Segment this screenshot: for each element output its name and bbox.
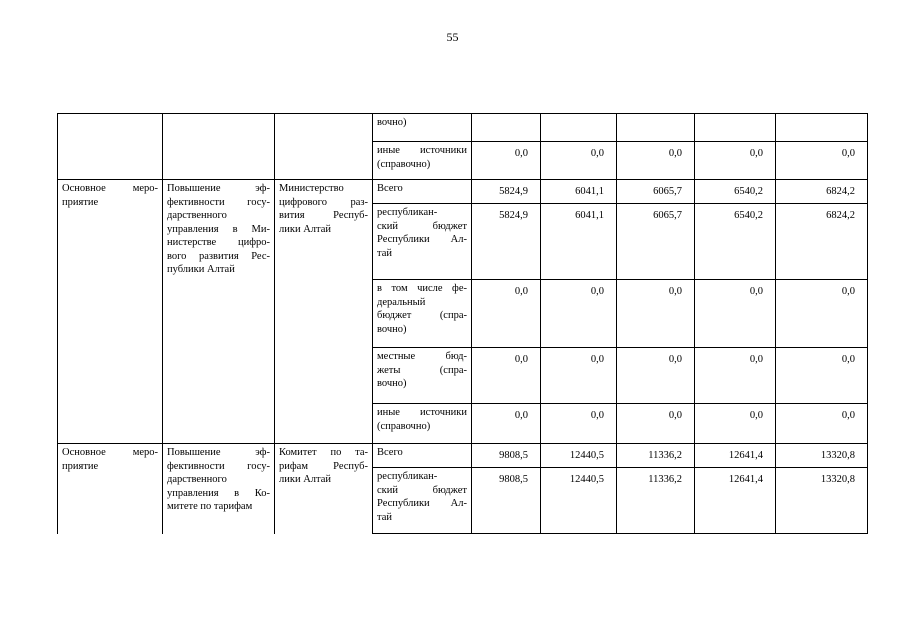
cell-line: (справочно) <box>377 158 431 170</box>
amount-cell: 0,0 <box>472 280 541 348</box>
funding-source-cell <box>373 468 472 534</box>
cell-line: Повышение эф- <box>167 183 270 194</box>
amount-cell <box>541 114 617 142</box>
cell-line: ский бюджет <box>377 220 467 232</box>
amount-cell: 0,0 <box>472 404 541 444</box>
table-row <box>58 114 868 142</box>
cell-line: иные источники <box>377 145 467 156</box>
event-name-cell <box>163 180 275 444</box>
funding-source-cell <box>373 142 472 180</box>
event-type-cell <box>58 180 163 444</box>
amount-cell: 0,0 <box>617 280 695 348</box>
cell-line: тай <box>377 511 392 523</box>
cell-line: Повышение эф- <box>167 447 270 458</box>
amount-cell: 9808,5 <box>472 444 541 468</box>
amount-cell <box>472 114 541 142</box>
amount-cell: 5824,9 <box>472 204 541 280</box>
cell-line: лики Алтай <box>279 474 332 485</box>
executor-cell <box>275 180 373 444</box>
amount-cell: 6824,2 <box>776 180 868 204</box>
cell-line: управления в Ми- <box>167 223 270 235</box>
funding-source-cell <box>373 204 472 280</box>
event-type-cell <box>58 444 163 534</box>
cell-line: вочно) <box>377 117 407 128</box>
amount-cell <box>776 114 868 142</box>
amount-cell: 12641,4 <box>695 444 776 468</box>
amount-cell: 0,0 <box>617 348 695 404</box>
amount-cell: 0,0 <box>617 404 695 444</box>
cell-line: вочно) <box>377 378 407 389</box>
cell-line: ский бюджет <box>377 484 467 496</box>
cell-line: фективности госу- <box>167 460 270 472</box>
cell-line: вития Респуб- <box>279 210 368 221</box>
cell-line: бюджет (спра- <box>377 310 467 321</box>
executor-cell <box>275 444 373 534</box>
amount-cell: 0,0 <box>472 348 541 404</box>
budget-table <box>57 113 868 534</box>
cell-line: местные бюд- <box>377 351 467 362</box>
funding-source-cell <box>373 114 472 142</box>
cell-line: публики Алтай <box>167 264 235 275</box>
amount-cell: 6540,2 <box>695 204 776 280</box>
amount-cell <box>617 114 695 142</box>
amount-cell: 0,0 <box>541 404 617 444</box>
amount-cell: 0,0 <box>776 142 868 180</box>
amount-cell: 0,0 <box>541 348 617 404</box>
cell-line: республикан- <box>377 207 438 218</box>
funding-source-cell <box>373 280 472 348</box>
amount-cell: 6824,2 <box>776 204 868 280</box>
amount-cell <box>695 114 776 142</box>
funding-source-cell <box>373 404 472 444</box>
executor-cell <box>275 114 373 180</box>
amount-cell: 11336,2 <box>617 468 695 534</box>
cell-line: Всего <box>377 447 403 458</box>
cell-line: вочно) <box>377 323 407 335</box>
amount-cell: 0,0 <box>695 280 776 348</box>
cell-line: Основное меро- <box>62 183 158 194</box>
cell-line: Республики Ал- <box>377 498 467 509</box>
table-body <box>58 114 868 534</box>
amount-cell: 13320,8 <box>776 444 868 468</box>
page-number: 55 <box>446 30 459 44</box>
cell-line: республикан- <box>377 471 438 482</box>
amount-cell: 6041,1 <box>541 180 617 204</box>
cell-line: (справочно) <box>377 420 431 432</box>
amount-cell: 6540,2 <box>695 180 776 204</box>
cell-line: дарственного <box>167 210 227 221</box>
cell-line: рифам Респуб- <box>279 460 368 472</box>
amount-cell: 5824,9 <box>472 180 541 204</box>
cell-line: Всего <box>377 183 403 194</box>
cell-line: цифрового раз- <box>279 196 368 208</box>
cell-line: деральный <box>377 296 426 308</box>
amount-cell: 9808,5 <box>472 468 541 534</box>
cell-line: Комитет по та- <box>279 447 368 458</box>
amount-cell: 12641,4 <box>695 468 776 534</box>
cell-line: приятие <box>62 196 99 208</box>
cell-line: вого развития Рес- <box>167 250 270 262</box>
cell-line: тай <box>377 247 392 259</box>
amount-cell: 6041,1 <box>541 204 617 280</box>
cell-line: Республики Ал- <box>377 234 467 245</box>
amount-cell: 13320,8 <box>776 468 868 534</box>
funding-source-cell <box>373 180 472 204</box>
table-row <box>58 180 868 204</box>
amount-cell: 0,0 <box>776 280 868 348</box>
amount-cell: 0,0 <box>472 142 541 180</box>
amount-cell: 6065,7 <box>617 180 695 204</box>
cell-line: нистерстве цифро- <box>167 237 270 248</box>
amount-cell: 0,0 <box>617 142 695 180</box>
cell-line: фективности госу- <box>167 196 270 208</box>
funding-source-cell <box>373 348 472 404</box>
cell-line: Основное меро- <box>62 447 158 458</box>
cell-line: иные источники <box>377 407 467 418</box>
amount-cell: 0,0 <box>776 348 868 404</box>
cell-line: управления в Ко- <box>167 487 270 499</box>
amount-cell: 0,0 <box>776 404 868 444</box>
amount-cell: 0,0 <box>541 142 617 180</box>
event-name-cell <box>163 114 275 180</box>
amount-cell: 0,0 <box>695 404 776 444</box>
event-type-cell <box>58 114 163 180</box>
funding-source-cell <box>373 444 472 468</box>
amount-cell: 11336,2 <box>617 444 695 468</box>
amount-cell: 0,0 <box>695 348 776 404</box>
cell-line: митете по тарифам <box>167 501 253 512</box>
amount-cell: 0,0 <box>541 280 617 348</box>
amount-cell: 12440,5 <box>541 444 617 468</box>
cell-line: в том числе фе- <box>377 283 467 294</box>
amount-cell: 0,0 <box>695 142 776 180</box>
amount-cell: 12440,5 <box>541 468 617 534</box>
amount-cell: 6065,7 <box>617 204 695 280</box>
event-name-cell <box>163 444 275 534</box>
cell-line: жеты (спра- <box>377 364 467 376</box>
table-row <box>58 444 868 468</box>
cell-line: лики Алтай <box>279 223 332 235</box>
cell-line: Министерство <box>279 183 344 194</box>
cell-line: дарственного <box>167 474 227 485</box>
cell-line: приятие <box>62 460 99 472</box>
